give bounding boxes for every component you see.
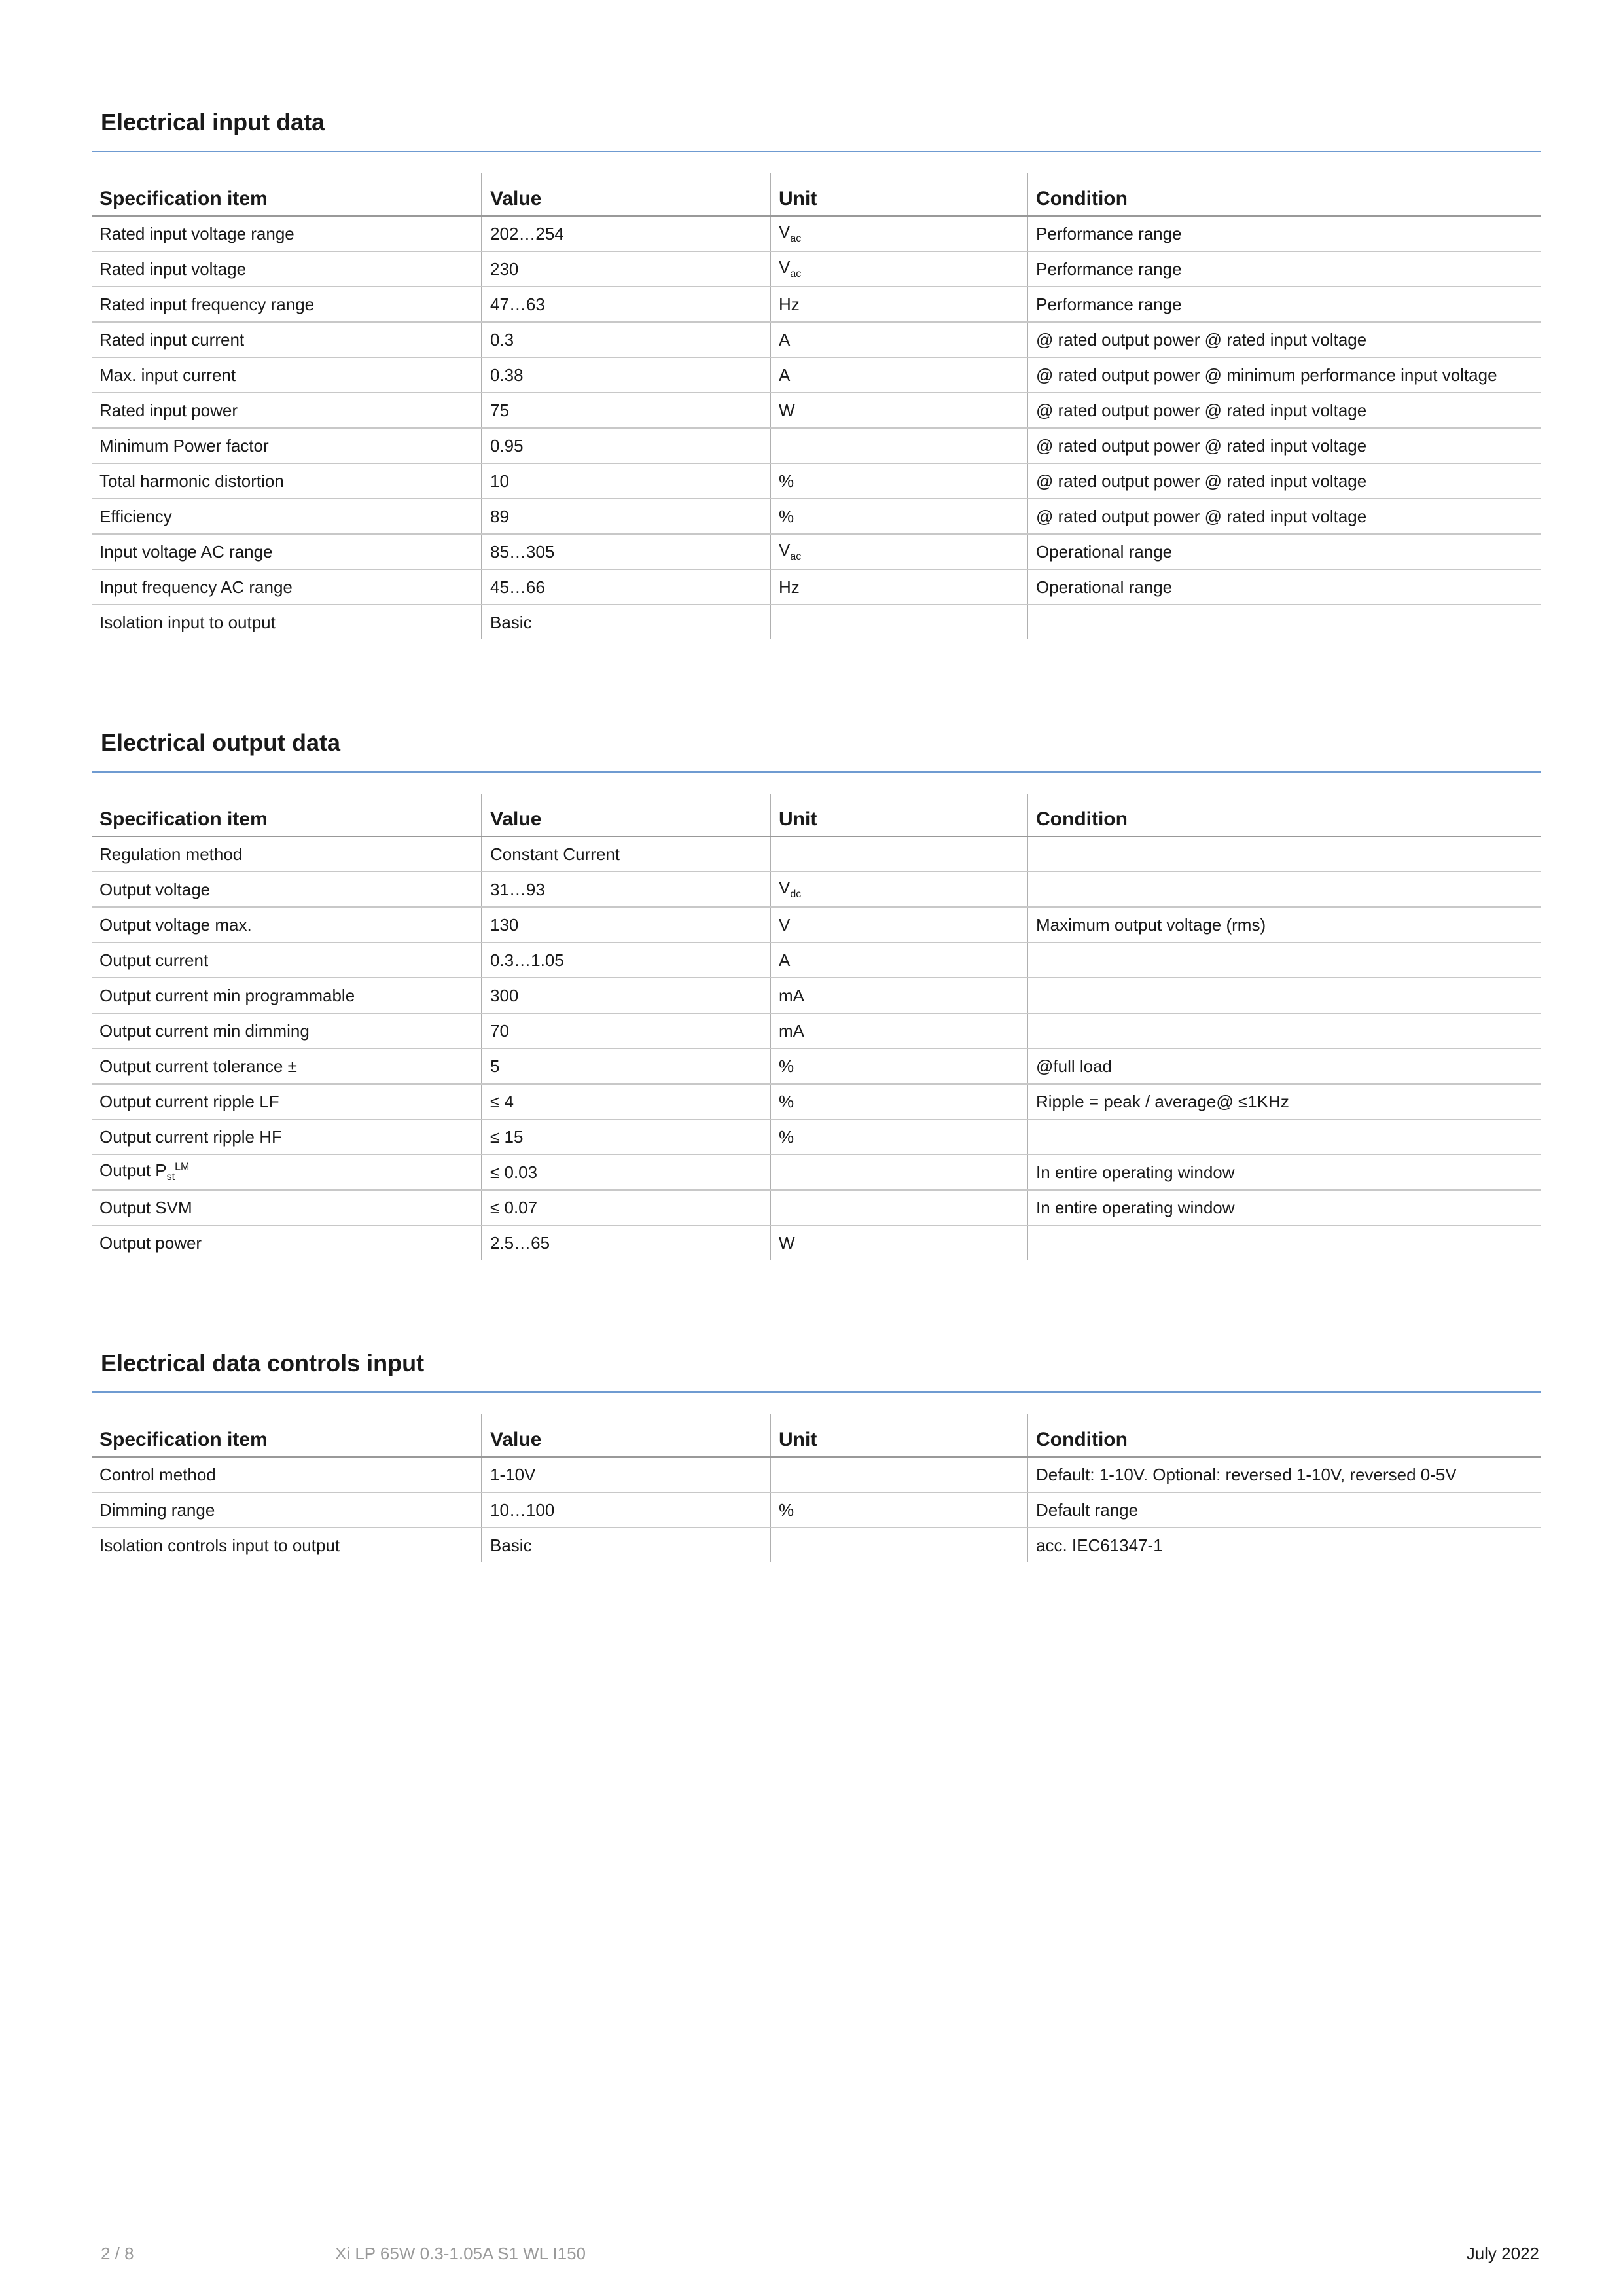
unit-cell: %: [770, 463, 1027, 499]
unit-cell: $V_{ac}$: [770, 534, 1027, 569]
unit-cell: %: [770, 1084, 1027, 1119]
value-cell: 31…93: [482, 872, 770, 907]
spec-item-cell: Output current min dimming: [92, 1013, 482, 1049]
table-row: [92, 463, 1541, 499]
value-cell: ≤ 15: [482, 1119, 770, 1155]
unit-cell: mA: [770, 1013, 1027, 1049]
condition-cell: [1027, 605, 1541, 639]
table-row: [92, 1049, 1541, 1084]
value-cell: Constant Current: [482, 836, 770, 872]
unit-cell: [770, 1155, 1027, 1190]
unit-cell: $V_{ac}$: [770, 216, 1027, 251]
table-header-row: [92, 794, 1541, 836]
value-cell: 1-10V: [482, 1457, 770, 1492]
table-row: [92, 428, 1541, 463]
value-cell: 0.3: [482, 322, 770, 357]
spec-item-cell: Rated input voltage range: [92, 216, 482, 251]
unit-cell: A: [770, 322, 1027, 357]
section-electrical-output: [92, 729, 1541, 1260]
condition-cell: @ rated output power @ rated input voltage: [1027, 322, 1541, 357]
spec-item-cell: Output voltage: [92, 872, 482, 907]
unit-cell: [770, 428, 1027, 463]
condition-cell: @ rated output power @ rated input voltage: [1027, 463, 1541, 499]
unit-cell: [770, 836, 1027, 872]
unit-cell: [770, 605, 1027, 639]
condition-cell: [1027, 1013, 1541, 1049]
spec-item-cell: Total harmonic distortion: [92, 463, 482, 499]
condition-cell: Performance range: [1027, 287, 1541, 322]
unit-cell: [770, 1528, 1027, 1562]
condition-cell: @ rated output power @ rated input voltage: [1027, 393, 1541, 428]
unit-cell: [770, 1457, 1027, 1492]
spec-item-cell: Output power: [99, 1232, 202, 1253]
spec-item-cell: Input voltage AC range: [92, 534, 482, 569]
spec-item-cell: Input frequency AC range: [92, 569, 482, 605]
condition-cell: @ rated output power @ rated input voltage: [1027, 428, 1541, 463]
condition-cell: In entire operating window: [1027, 1190, 1541, 1225]
value-cell: 130: [482, 907, 770, 942]
unit-cell: mA: [770, 978, 1027, 1013]
spec-item-cell: Rated input current: [92, 322, 482, 357]
condition-cell: [1027, 872, 1541, 907]
value-cell: 202…254: [482, 216, 770, 251]
unit-cell: [770, 1190, 1027, 1225]
value-cell: 10: [482, 463, 770, 499]
spec-item-cell: Output current min programmable: [92, 978, 482, 1013]
spec-item-cell: Dimming range: [92, 1492, 482, 1528]
value-cell: 0.95: [482, 428, 770, 463]
value-cell: ≤ 0.03: [482, 1155, 770, 1190]
condition-cell: @ rated output power @ rated input voltage: [1027, 499, 1541, 534]
value-cell: 85…305: [482, 534, 770, 569]
condition-cell: @ rated output power @ minimum performance input voltage: [1027, 357, 1541, 393]
unit-cell: $V_{ac}$: [770, 251, 1027, 287]
table-row: [92, 287, 1541, 322]
spec-item-cell: Rated input voltage: [92, 251, 482, 287]
product-name: Xi LP 65W 0.3-1.05A S1 WL I150: [335, 2244, 586, 2263]
value-cell: 47…63: [482, 287, 770, 322]
table-row: [92, 1492, 1541, 1528]
section-controls-input: [92, 1350, 1541, 1562]
value-cell: ≤ 0.07: [482, 1190, 770, 1225]
condition-cell: @full load: [1027, 1049, 1541, 1084]
value-cell: 10…100: [482, 1492, 770, 1528]
column-header: Value: [482, 173, 770, 216]
value-cell: Basic: [482, 1528, 770, 1562]
unit-cell: %: [770, 499, 1027, 534]
unit-cell: Hz: [770, 287, 1027, 322]
table-row: [92, 907, 1541, 942]
table-row: [92, 942, 1541, 978]
value-cell: 5: [482, 1049, 770, 1084]
table-row: [92, 569, 1541, 605]
column-header: Specification item: [92, 794, 482, 836]
value-cell: 0.38: [482, 357, 770, 393]
spec-item-cell: Output SVM: [92, 1190, 482, 1225]
value-cell: 300: [482, 978, 770, 1013]
spec-item-cell: Isolation input to output: [99, 612, 276, 632]
section-title: Electrical output data: [92, 729, 1541, 773]
unit-cell: $V_{dc}$: [770, 872, 1027, 907]
condition-cell: Operational range: [1027, 534, 1541, 569]
table-header-row: [92, 1414, 1541, 1457]
value-cell: Basic: [482, 605, 770, 639]
table-row: [92, 1155, 1541, 1190]
spec-item-cell: Control method: [92, 1457, 482, 1492]
column-header: Condition: [1027, 173, 1541, 216]
condition-cell: Performance range: [1027, 251, 1541, 287]
table-row: [92, 534, 1541, 569]
page-number: 2 / 8: [101, 2244, 134, 2263]
table-row: [92, 1013, 1541, 1049]
value-cell: 89: [482, 499, 770, 534]
spec-table: [92, 794, 1541, 1260]
unit-cell: W: [770, 393, 1027, 428]
value-cell: 75: [482, 393, 770, 428]
column-header: Value: [482, 794, 770, 836]
spec-item-cell: Rated input frequency range: [92, 287, 482, 322]
column-header: Specification item: [92, 173, 482, 216]
table-row: [92, 1190, 1541, 1225]
value-cell: 70: [482, 1013, 770, 1049]
spec-item-cell: Output $P_{st}^{LM}$: [92, 1155, 482, 1190]
spec-item-cell: Output current ripple LF: [92, 1084, 482, 1119]
spec-item-cell: Efficiency: [92, 499, 482, 534]
table-row: [92, 322, 1541, 357]
column-header: Specification item: [92, 1414, 482, 1457]
table-row: [92, 357, 1541, 393]
section-electrical-input: [92, 109, 1541, 639]
condition-cell: Default range: [1027, 1492, 1541, 1528]
spec-item-cell: Minimum Power factor: [92, 428, 482, 463]
value-cell: 2.5…65: [482, 1225, 770, 1260]
table-row: [92, 1457, 1541, 1492]
spec-table: [92, 173, 1541, 639]
condition-cell: [1027, 1119, 1541, 1155]
unit-cell: V: [770, 907, 1027, 942]
table-row: [92, 393, 1541, 428]
table-row: [92, 605, 1541, 639]
unit-cell: %: [770, 1119, 1027, 1155]
condition-cell: Ripple = peak / average@ ≤1KHz: [1027, 1084, 1541, 1119]
spec-item-cell: Max. input current: [92, 357, 482, 393]
unit-cell: A: [770, 942, 1027, 978]
unit-cell: A: [770, 357, 1027, 393]
condition-cell: Default: 1-10V. Optional: reversed 1-10V, reversed 0-5V: [1027, 1457, 1541, 1492]
table-row: [92, 1084, 1541, 1119]
condition-cell: [1027, 942, 1541, 978]
table-header-row: [92, 173, 1541, 216]
unit-cell: %: [770, 1049, 1027, 1084]
table-row: [92, 251, 1541, 287]
section-title: Electrical input data: [92, 109, 1541, 152]
table-row: [92, 216, 1541, 251]
condition-cell: Operational range: [1027, 569, 1541, 605]
table-row: [92, 836, 1541, 872]
unit-cell: Hz: [770, 569, 1027, 605]
spec-item-cell: Output current: [92, 942, 482, 978]
spec-table: [92, 1414, 1541, 1562]
table-row: [92, 978, 1541, 1013]
condition-cell: [1027, 978, 1541, 1013]
spec-item-cell: Output current ripple HF: [92, 1119, 482, 1155]
column-header: Condition: [1027, 794, 1541, 836]
condition-cell: [1027, 1225, 1541, 1260]
value-cell: 0.3…1.05: [482, 942, 770, 978]
column-header: Unit: [770, 794, 1027, 836]
table-row: [92, 1119, 1541, 1155]
table-row: [92, 499, 1541, 534]
value-cell: 45…66: [482, 569, 770, 605]
column-header: Condition: [1027, 1414, 1541, 1457]
condition-cell: acc. IEC61347-1: [1027, 1528, 1541, 1562]
spec-item-cell: Isolation controls input to output: [99, 1535, 340, 1555]
table-row: [92, 872, 1541, 907]
spec-item-cell: Regulation method: [92, 836, 482, 872]
spec-item-cell: Output voltage max.: [92, 907, 482, 942]
table-row: [92, 1225, 1541, 1260]
condition-cell: In entire operating window: [1027, 1155, 1541, 1190]
section-title: Electrical data controls input: [92, 1350, 1541, 1393]
condition-cell: [1027, 836, 1541, 872]
spec-item-cell: Rated input power: [92, 393, 482, 428]
condition-cell: Maximum output voltage (rms): [1027, 907, 1541, 942]
column-header: Unit: [770, 1414, 1027, 1457]
value-cell: ≤ 4: [482, 1084, 770, 1119]
unit-cell: W: [770, 1225, 1027, 1260]
condition-cell: Performance range: [1027, 216, 1541, 251]
table-row: [92, 1528, 1541, 1562]
spec-item-cell: Output current tolerance ±: [92, 1049, 482, 1084]
column-header: Unit: [770, 173, 1027, 216]
document-date: July 2022: [1466, 2244, 1539, 2263]
column-header: Value: [482, 1414, 770, 1457]
value-cell: 230: [482, 251, 770, 287]
unit-cell: %: [770, 1492, 1027, 1528]
